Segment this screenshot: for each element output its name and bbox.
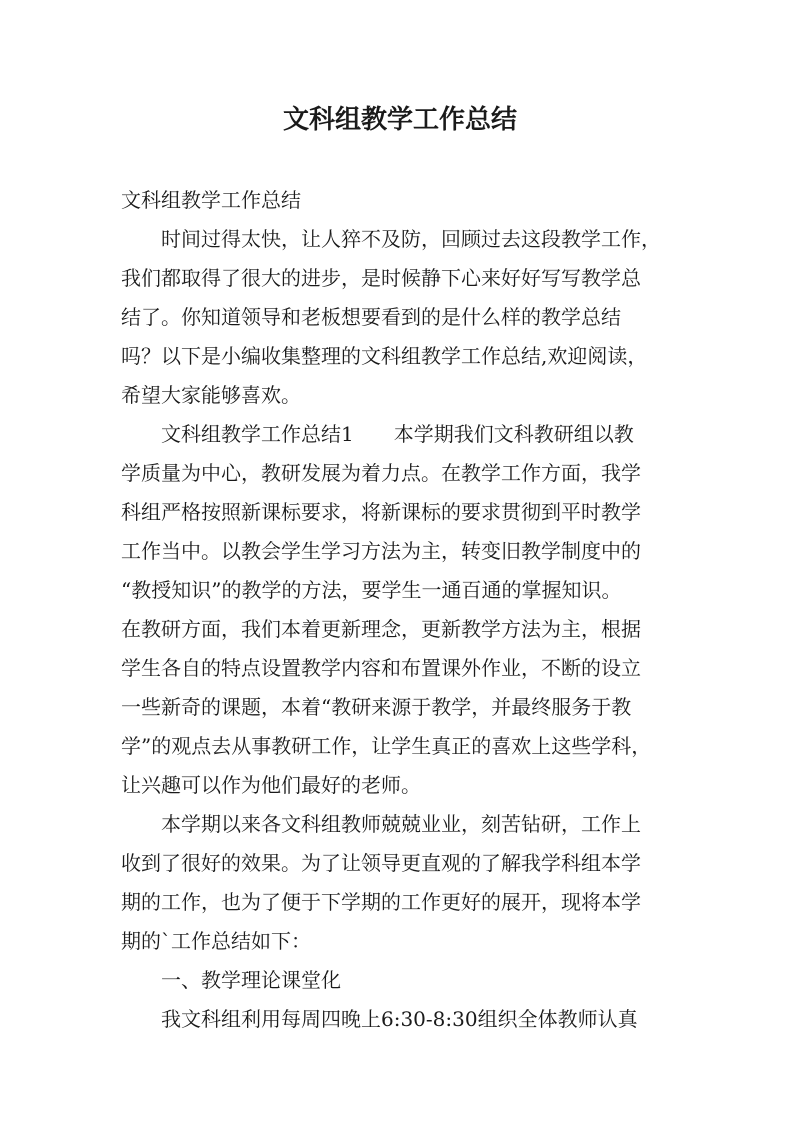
- body-line: 我文科组利用每周四晚上6:30-8:30组织全体教师认真: [121, 1007, 638, 1031]
- body-line: 在教研方面，我们本着更新理念，更新教学方法为主，根据: [121, 617, 641, 641]
- body-line: 收到了很好的效果。为了让领导更直观的了解我学科组本学: [121, 851, 641, 875]
- body-line: 文科组教学工作总结: [121, 188, 301, 212]
- body-line: 期的工作，也为了便于下学期的工作更好的展开，现将本学: [121, 890, 641, 914]
- body-line: “教授知识”的教学的方法，要学生一通百通的掌握知识。: [121, 578, 622, 602]
- body-line: 时间过得太快，让人猝不及防，回顾过去这段教学工作，: [121, 227, 661, 251]
- body-line: 学生各自的特点设置教学内容和布置课外作业，不断的设立: [121, 656, 641, 680]
- body-line: 一些新奇的课题，本着“教研来源于教学，并最终服务于教: [121, 695, 632, 719]
- body-line: 工作当中。以教会学生学习方法为主，转变旧教学制度中的: [121, 539, 641, 563]
- body-line: 我们都取得了很大的进步，是时候静下心来好好写写教学总: [121, 266, 641, 290]
- body-line: 期的`工作总结如下：: [121, 929, 311, 953]
- body-line: 文科组教学工作总结1 本学期我们文科教研组以教: [121, 422, 634, 446]
- body-line: 学质量为中心，教研发展为着力点。在教学工作方面，我学: [121, 461, 641, 485]
- document-title: 文科组教学工作总结: [282, 105, 517, 135]
- document-body: [121, 181, 691, 1039]
- body-line: 吗？以下是小编收集整理的文科组教学工作总结,欢迎阅读，: [121, 344, 648, 368]
- body-line: 科组严格按照新课标要求，将新课标的要求贯彻到平时教学: [121, 500, 641, 524]
- body-line: 希望大家能够喜欢。: [121, 383, 301, 407]
- body-line: 一、教学理论课堂化: [121, 968, 341, 992]
- body-line: 本学期以来各文科组教师兢兢业业，刻苦钻研，工作上: [121, 812, 641, 836]
- body-line: 让兴趣可以作为他们最好的老师。: [121, 773, 421, 797]
- body-line: 结了。你知道领导和老板想要看到的是什么样的教学总结: [121, 305, 621, 329]
- body-line: 学”的观点去从事教研工作，让学生真正的喜欢上这些学科，: [121, 734, 652, 758]
